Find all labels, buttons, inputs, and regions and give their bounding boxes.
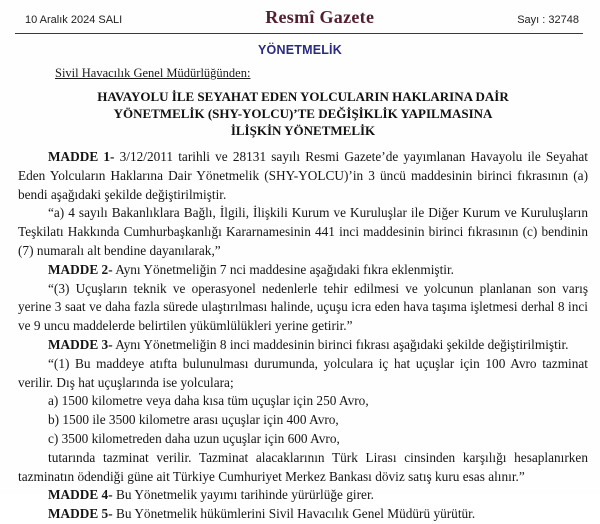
paragraph-item-b: [18, 411, 588, 430]
paragraph-clause-1: [18, 355, 588, 393]
section-heading: YÖNETMELİK: [258, 43, 342, 57]
paragraph-madde-4: [18, 486, 588, 505]
paragraph-text: a) 1500 kilometre veya daha kısa tüm uçuşlar için 250 Avro,: [48, 393, 369, 409]
paragraph-text: “(3) Uçuşların teknik ve operasyonel nedenlerle tehir edilmesi ve yolcunun planlanan son varış yerine 3 saat ve daha fazla sürede ulaştırılması halinde, uçuşu icra eden hava taşıma işletmesi derhal 8 inci ve 9 uncu maddelerde belirtilen yükümlülükleri yerine getirir.”: [18, 280, 588, 334]
regulation-title-line-1: HAVAYOLU İLE SEYAHAT EDEN YOLCULARIN HAKLARINA DAİR: [97, 89, 509, 104]
madde-4-label: MADDE 4-: [48, 487, 113, 503]
paragraph-compensation-closing: [18, 449, 588, 487]
paragraph-text: 3/12/2011 tarihli ve 28131 sayılı Resmi Gazete’de yayımlanan Havayolu ile Seyahat Eden Yolcuların Haklarına Dair Yönetmelik (SHY-YOLCU)’in 3 üncü maddesinin birinci fıkrasının (a) bendi aşağıdaki şekilde değiştirilmiştir.: [18, 149, 588, 202]
regulation-title-line-3: İLİŞKİN YÖNETMELİK: [230, 123, 376, 138]
masthead: [15, 0, 583, 34]
paragraph-text: “(1) Bu maddeye atıfta bulunulması durumunda, yolculara iç hat uçuşlar için 100 Avro tazminat verilir. Dış hat uçuşlarında ise yolculara;: [18, 355, 588, 390]
paragraph-text: Aynı Yönetmeliğin 7 nci maddesine aşağıdaki fıkra eklenmiştir.: [112, 261, 454, 277]
madde-5-label: MADDE 5-: [48, 506, 113, 522]
paragraph-madde-1: [18, 148, 588, 204]
masthead-date: 10 Aralık 2024 SALI: [25, 14, 123, 26]
paragraph-madde-3: [18, 336, 588, 355]
paragraph-text: Aynı Yönetmeliğin 8 inci maddesinin birinci fıkrası aşağıdaki şekilde değiştirilmiştir.: [112, 336, 569, 352]
madde-1-label: MADDE 1-: [48, 149, 115, 164]
paragraph-amendment-a: [18, 204, 588, 260]
paragraph-madde-2: [18, 261, 588, 280]
madde-3-label: MADDE 3-: [48, 336, 113, 352]
paragraph-clause-3: [18, 280, 588, 336]
regulation-text: [18, 148, 588, 524]
paragraph-text: Bu Yönetmelik yayımı tarihinde yürürlüğe girer.: [112, 487, 374, 503]
paragraph-text: c) 3500 kilometreden daha uzun uçuşlar için 600 Avro,: [48, 430, 340, 446]
paragraph-item-c: [18, 430, 588, 449]
masthead-issue-number: Sayı : 32748: [517, 14, 579, 26]
issuer-line: Sivil Havacılık Genel Müdürlüğünden:: [55, 66, 251, 80]
paragraph-item-a: [18, 392, 588, 411]
paragraph-text: tutarında tazminat verilir. Tazminat alacaklarının Türk Lirası cinsinden karşılığı hesaplanırken tazminatın ödendiği güne ait Türkiye Cumhuriyet Merkez Bankası döviz satış kuru esas alınır.”: [18, 449, 588, 484]
paragraph-text: Bu Yönetmelik hükümlerini Sivil Havacılık Genel Müdürü yürütür.: [112, 506, 476, 522]
regulation-title: [48, 88, 558, 139]
madde-2-label: MADDE 2-: [48, 261, 113, 277]
document-body: [0, 66, 600, 524]
paragraph-text: “a) 4 sayılı Bakanlıklara Bağlı, İlgili, İlişkili Kurum ve Kuruluşlar ile Diğer Kurum ve Kuruluşların Teşkilatı Hakkında Cumhurbaşkanlığı Kararnamesinin 441 inci maddesinin birinci fıkrasının (c) bendinin (7) numaralı alt bendine dayanılarak,”: [18, 205, 588, 258]
masthead-title: Resmî Gazete: [265, 7, 375, 27]
paragraph-madde-5: [18, 505, 588, 524]
regulation-title-line-2: YÖNETMELİK (SHY-YOLCU)’TE DEĞİŞİKLİK YAPILMASINA: [113, 106, 493, 121]
paragraph-text: b) 1500 ile 3500 kilometre arası uçuşlar için 400 Avro,: [48, 412, 339, 428]
